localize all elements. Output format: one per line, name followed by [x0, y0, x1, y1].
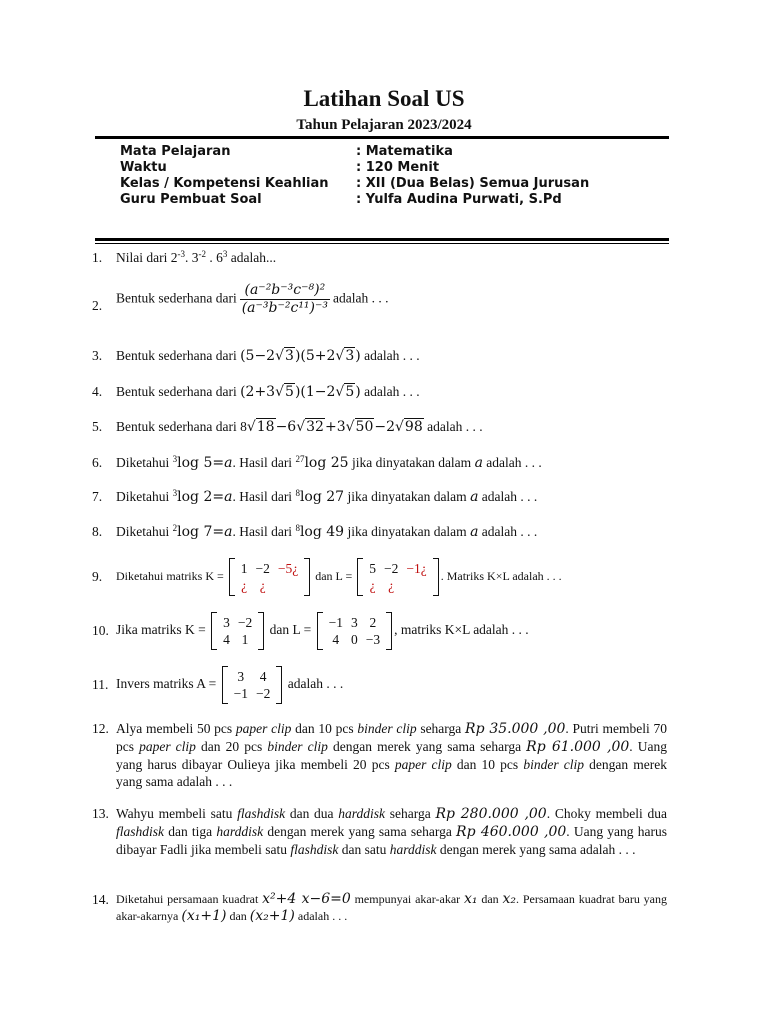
info-label: Mata Pelajaran	[120, 144, 231, 159]
info-label: Kelas / Kompetensi Keahlian	[120, 176, 329, 191]
question-text: Bentuk sederhana dari 8√18−6√32+3√50−2√98 adalah . . .	[116, 419, 483, 435]
info-label: Waktu	[120, 160, 167, 175]
question-number: 8.	[92, 524, 103, 539]
question-text: Diketahui $^3$log 2=a. Hasil dari $^8$log 27 jika dinyatakan dalam a adalah . . .	[116, 488, 538, 505]
matrix-k: 1 −2 −5¿ ¿ ¿	[229, 558, 310, 596]
question-text: Diketahui persamaan kuadrat x²+4 x−6=0 mempunyai akar-akar x₁ dan x₂. Persamaan kuadrat baru yang akar-akarnya (x₁+1) dan (x₂+1) adalah . . .	[116, 891, 668, 924]
matrix-k: 3 −2 4 1	[211, 612, 264, 650]
question-text: Jika matriks K = 3 −2 4 1 dan L = −1 3 2 4 0 −3 , matriks K×L adalah . . .	[116, 612, 529, 650]
info-value: : Yulfa Audina Purwati, S.Pd	[356, 192, 562, 207]
question-text: Invers matriks A = 3 4 −1 −2 adalah . . .	[116, 666, 343, 704]
header-divider-bottom	[95, 238, 669, 241]
question-number: 9.	[92, 569, 103, 584]
question-number: 1.	[92, 250, 103, 265]
question-text: Bentuk sederhana dari (5−2√3)(5+2√3) adalah . . .	[116, 348, 420, 364]
question-text: Nilai dari $2^{-3}$. $3^{-2}$ . $6^3$ adalah...	[116, 249, 277, 265]
question-text: Diketahui $^3$log 5=a. Hasil dari $^{27}$log 25 jika dinyatakan dalam a adalah . . .	[116, 454, 542, 471]
info-row-subject	[120, 144, 589, 160]
question-number: 3.	[92, 348, 103, 363]
info-value: : Matematika	[356, 144, 453, 159]
info-row-teacher	[120, 192, 589, 208]
header-divider-top	[95, 136, 669, 139]
fraction: $\frac{\text{(a⁻²b⁻³c⁻⁸)²}}{\text{(a⁻³b⁻²c¹¹)⁻³}}$	[241, 282, 329, 316]
question-number: 12.	[92, 721, 109, 736]
question-text: Bentuk sederhana dari $\frac{\text{(a⁻²b⁻³c⁻⁸)²}}{\text{(a⁻³b⁻²c¹¹)⁻³}}$ adalah . . .	[116, 282, 389, 316]
question-number: 5.	[92, 419, 103, 434]
question-number: 4.	[92, 384, 103, 399]
question-number: 11.	[92, 677, 109, 692]
info-row-class	[120, 176, 589, 192]
question-number: 13.	[92, 806, 109, 821]
question-number: 6.	[92, 455, 103, 470]
matrix-a: 3 4 −1 −2	[222, 666, 283, 704]
question-text: Diketahui matriks K = 1 −2 −5¿ ¿ ¿ dan L = 5 −2 −1¿ ¿ ¿ . Matriks K×L adalah . . .	[116, 558, 562, 596]
matrix-l: −1 3 2 4 0 −3	[317, 612, 393, 650]
info-value: : XII (Dua Belas) Semua Jurusan	[356, 176, 590, 191]
question-number: 10.	[92, 623, 109, 638]
page-title: Latihan Soal US	[303, 86, 465, 111]
question-text: Diketahui $^2$log 7=a. Hasil dari $^8$log 49 jika dinyatakan dalam a adalah . . .	[116, 523, 538, 540]
question-text: Wahyu membeli satu flashdisk dan dua harddisk seharga Rp 280.000 ,00. Choky membeli dua flashdisk dan tiga harddisk dengan merek yang sama seharga Rp 460.000 ,00. Uang yang harus dibayar Fadli jika membeli satu flashdisk dan satu harddisk dengan merek yang sama adalah . . .	[116, 806, 668, 857]
info-row-time	[120, 160, 589, 176]
matrix-l: 5 −2 −1¿ ¿ ¿	[357, 558, 438, 596]
page-subtitle: Tahun Pelajaran 2023/2024	[296, 117, 472, 133]
info-value: : 120 Menit	[356, 160, 440, 175]
question-text: Alya membeli 50 pcs paper clip dan 10 pcs binder clip seharga Rp 35.000 ,00. Putri membeli 70 pcs paper clip dan 20 pcs binder clip dengan merek yang sama seharga Rp 61.000 ,00. Uang yang harus dibayar Oulieya jika membeli 20 pcs paper clip dan 10 pcs binder clip dengan merek yang sama adalah . . .	[116, 721, 667, 789]
info-label: Guru Pembuat Soal	[120, 192, 262, 207]
question-number: 14.	[92, 892, 109, 907]
question-text: Bentuk sederhana dari (2+3√5)(1−2√5) adalah . . .	[116, 384, 420, 400]
exam-info-block	[120, 144, 589, 208]
question-number: 7.	[92, 489, 103, 504]
question-number: 2.	[92, 298, 103, 313]
header-divider-thin	[95, 243, 669, 244]
